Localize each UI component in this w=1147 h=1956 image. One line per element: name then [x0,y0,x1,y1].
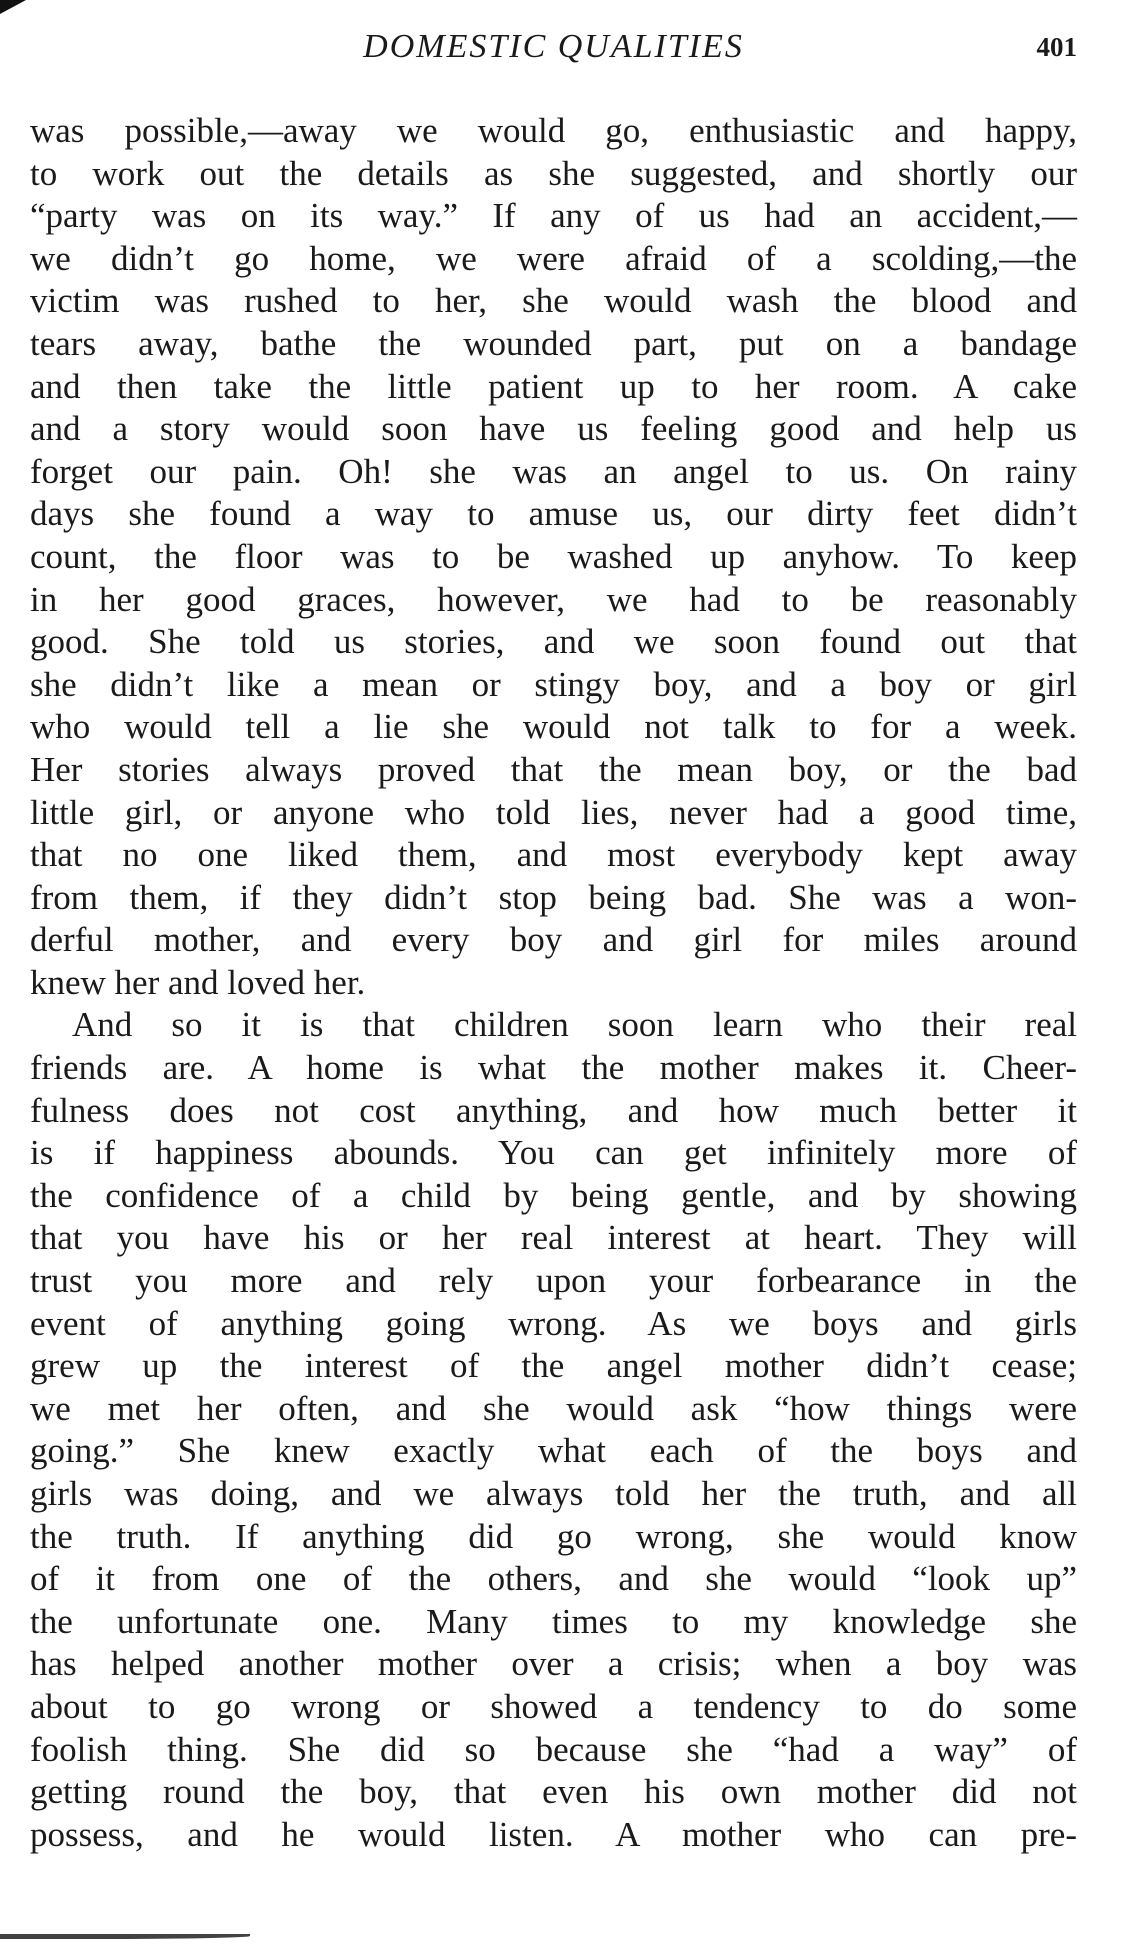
text-line: she didn’t like a mean or stingy boy, and a boy or girl [30,664,1077,704]
text-line: foolish thing. She did so because she “had a way” of [30,1729,1077,1769]
paragraph-end-line: knew her and loved her. [30,962,366,1002]
text-line: derful mother, and every boy and girl for miles around [30,920,1077,960]
text-line: and a story would soon have us feeling good and help us [30,409,1077,449]
text-line: “party was on its way.” If any of us had an accident,— [30,196,1077,236]
paragraph-start-line: And so it is that children soon learn who their real [72,1005,1077,1045]
body-text [30,110,1077,1856]
text-line: we didn’t go home, we were afraid of a scolding,—the [30,238,1077,278]
text-line: has helped another mother over a crisis; when a boy was [30,1644,1077,1684]
text-line: girls was doing, and we always told her the truth, and all [30,1474,1077,1513]
text-line: is if happiness abounds. You can get infinitely more of [30,1133,1077,1173]
text-line: event of anything going wrong. As we boys and girls [30,1303,1077,1343]
text-line: days she found a way to amuse us, our dirty feet didn’t [30,494,1077,534]
text-line: about to go wrong or showed a tendency to do some [30,1686,1077,1726]
text-line: the unfortunate one. Many times to my knowledge she [30,1601,1077,1641]
text-line: tears away, bathe the wounded part, put on a bandage [30,323,1077,363]
text-line: from them, if they didn’t stop being bad. She was a won- [30,877,1077,917]
text-line: that no one liked them, and most everybody kept away [30,835,1077,875]
text-line: little girl, or anyone who told lies, never had a good time, [30,792,1077,832]
text-line: was possible,—away we would go, enthusiastic and happy, [30,111,1077,150]
text-line: victim was rushed to her, she would wash the blood and [30,281,1077,321]
text-line: to work out the details as she suggested, and shortly our [30,153,1077,193]
running-head [30,24,1077,70]
scan-corner-mark [0,0,26,14]
text-line: of it from one of the others, and she would “look up” [30,1559,1077,1599]
text-line: we met her often, and she would ask “how things were [30,1388,1077,1428]
text-line: fulness does not cost anything, and how much better it [30,1090,1077,1130]
scan-bottom-smudge [0,1934,250,1939]
text-line: count, the floor was to be washed up anyhow. To keep [30,536,1077,576]
text-line: who would tell a lie she would not talk to for a week. [30,707,1077,747]
text-line: Her stories always proved that the mean boy, or the bad [30,749,1077,789]
text-line: possess, and he would listen. A mother who can pre- [30,1814,1077,1854]
running-title: DOMESTIC QUALITIES [363,28,744,65]
text-line: going.” She knew exactly what each of the boys and [30,1431,1077,1471]
text-line: that you have his or her real interest at heart. They will [30,1218,1077,1258]
text-line: grew up the interest of the angel mother didn’t cease; [30,1346,1077,1386]
text-line: in her good graces, however, we had to be reasonably [30,579,1077,619]
text-line: and then take the little patient up to her room. A cake [30,366,1077,406]
text-line: trust you more and rely upon your forbearance in the [30,1261,1077,1301]
text-line: friends are. A home is what the mother makes it. Cheer- [30,1048,1077,1088]
text-line: forget our pain. Oh! she was an angel to us. On rainy [30,451,1077,491]
text-line: good. She told us stories, and we soon found out that [30,622,1077,662]
text-line: the confidence of a child by being gentle, and by showing [30,1175,1077,1215]
page-number: 401 [1036,32,1077,62]
text-line: getting round the boy, that even his own mother did not [30,1772,1077,1812]
text-line: the truth. If anything did go wrong, she would know [30,1516,1077,1556]
